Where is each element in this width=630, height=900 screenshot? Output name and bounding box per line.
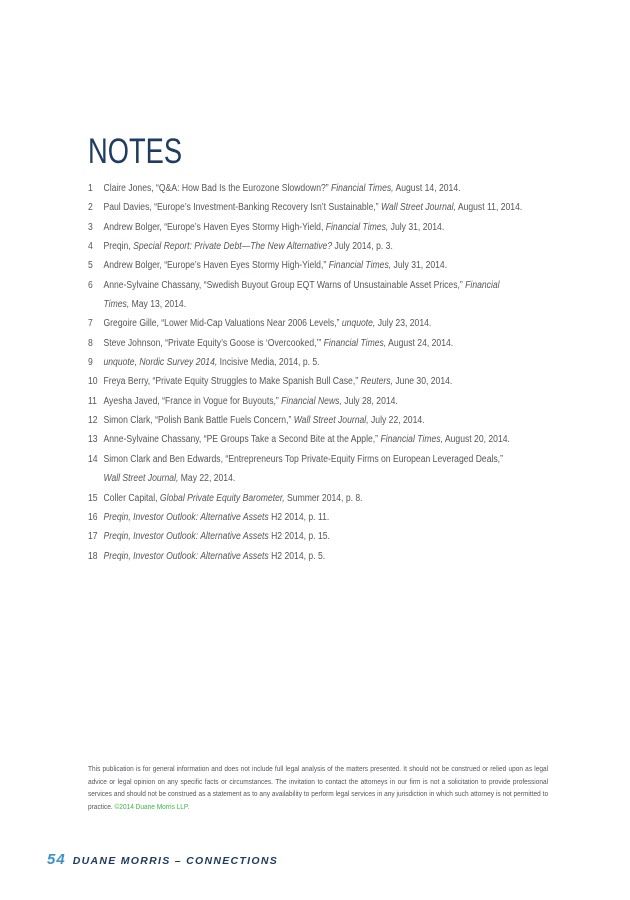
note-segment: Anne-Sylvaine Chassany, “Swedish Buyout Group EQT Warns of Unsustainable Asset Prices,” xyxy=(103,279,466,291)
note-item xyxy=(88,198,552,217)
note-number: 4 xyxy=(88,241,93,253)
note-segment-italic: Wall Street Journal, xyxy=(293,415,369,427)
page-title: NOTES xyxy=(88,132,183,171)
note-text xyxy=(103,489,552,508)
publication-title: DUANE MORRIS – CONNECTIONS xyxy=(72,855,278,867)
note-segment: July 28, 2014. xyxy=(341,395,398,407)
note-line xyxy=(103,295,552,314)
note-number: 7 xyxy=(88,318,93,330)
note-segment-italic: Financial Times, xyxy=(325,221,389,233)
note-segment-italic: Preqin, Investor Outlook: Alternative Assets xyxy=(103,531,269,543)
note-segment-italic: Financial Times, xyxy=(331,183,394,194)
note-segment-italic: Financial News, xyxy=(281,395,342,407)
note-number: 12 xyxy=(88,415,98,427)
note-item xyxy=(88,547,552,566)
note-segment-italic: Preqin, Investor Outlook: Alternative Assets xyxy=(103,550,269,562)
note-segment: August 11, 2014. xyxy=(455,202,523,214)
note-item xyxy=(88,353,552,372)
notes-list xyxy=(88,179,552,566)
note-number: 2 xyxy=(88,202,93,214)
note-segment-italic: Financial xyxy=(465,279,500,291)
note-text xyxy=(103,411,552,430)
note-segment: June 30, 2014. xyxy=(392,376,453,388)
note-number: 16 xyxy=(88,511,98,523)
note-line xyxy=(103,430,552,449)
note-line xyxy=(103,353,552,372)
note-segment: Paul Davies, “Europe’s Investment-Banking Recovery Isn’t Sustainable,” xyxy=(103,202,382,214)
note-line xyxy=(103,450,552,469)
note-number: 1 xyxy=(88,183,93,194)
note-segment-italic: Financial Times, xyxy=(328,260,392,272)
note-segment-italic: Reuters, xyxy=(360,376,393,388)
note-segment: Preqin, xyxy=(103,241,134,253)
note-text xyxy=(103,547,552,566)
note-segment: Summer 2014, p. 8. xyxy=(284,492,363,504)
note-segment: Steve Johnson, “Private Equity’s Goose is ‘Overcooked,’” xyxy=(103,337,324,349)
note-segment: July 23, 2014. xyxy=(375,318,432,330)
note-number: 6 xyxy=(88,279,93,291)
note-number: 10 xyxy=(88,376,98,388)
note-text xyxy=(103,430,552,449)
note-segment: July 31, 2014. xyxy=(391,260,448,272)
note-item xyxy=(88,276,552,315)
note-text xyxy=(103,450,552,489)
note-segment-italic: unquote, xyxy=(341,318,376,330)
note-segment: Gregoire Gille, “Lower Mid-Cap Valuations Near 2006 Levels,” xyxy=(103,318,342,330)
note-item xyxy=(88,256,552,275)
note-text xyxy=(103,237,552,256)
note-number: 9 xyxy=(88,357,93,369)
note-text xyxy=(103,276,552,315)
note-item xyxy=(88,430,552,449)
note-line xyxy=(103,334,552,353)
note-number: 8 xyxy=(88,337,93,349)
note-item xyxy=(88,334,552,353)
note-segment: Ayesha Javed, “France in Vogue for Buyouts,” xyxy=(103,395,282,407)
disclaimer-text: This publication is for general information and does not include full legal analysis of the matters presented. It should not be construed or relied upon as legal advice or legal opinion on any specific facts or circumstances. The invitation to contact the attorneys in our firm is not a solicitation to provide professional services and should not be construed as a statement as to any availability to perform legal services in any jurisdiction in which such attorney is not permitted to practice. xyxy=(88,764,549,811)
note-number: 17 xyxy=(88,531,98,543)
note-segment: August 24, 2014. xyxy=(386,337,454,349)
note-text xyxy=(103,334,552,353)
note-item xyxy=(88,527,552,546)
note-segment-italic: Preqin, Investor Outlook: Alternative Assets xyxy=(103,511,269,523)
note-segment-italic: Global Private Equity Barometer, xyxy=(159,492,285,504)
note-segment: Anne-Sylvaine Chassany, “PE Groups Take a Second Bite at the Apple,” xyxy=(103,434,381,446)
note-segment: Simon Clark, “Polish Bank Battle Fuels Concern,” xyxy=(103,415,294,427)
page-number: 54 xyxy=(47,851,66,868)
note-segment-italic: Financial Times, xyxy=(323,337,387,349)
note-number: 18 xyxy=(88,550,98,562)
note-item xyxy=(88,450,552,489)
copyright-notice: ©2014 Duane Morris LLP. xyxy=(114,801,190,811)
note-line xyxy=(103,276,552,295)
legal-disclaimer xyxy=(88,763,548,813)
note-item xyxy=(88,508,552,527)
note-item xyxy=(88,372,552,391)
note-text xyxy=(103,353,552,372)
note-line xyxy=(103,489,552,508)
note-segment: Claire Jones, “Q&A: How Bad Is the Eurozone Slowdown?” xyxy=(103,183,332,194)
note-number: 13 xyxy=(88,434,98,446)
note-segment: Simon Clark and Ben Edwards, “Entrepreneurs Top Private-Equity Firms on European Leveraged Deals,” xyxy=(103,453,503,465)
note-segment: May 22, 2014. xyxy=(178,473,236,485)
note-segment: August 14, 2014. xyxy=(393,183,461,194)
note-segment: Andrew Bolger, “Europe’s Haven Eyes Stormy High-Yield,” xyxy=(103,260,329,272)
note-text xyxy=(103,372,552,391)
note-number: 3 xyxy=(88,221,93,233)
note-item xyxy=(88,218,552,237)
note-segment: H2 2014, p. 11. xyxy=(268,511,330,523)
note-item xyxy=(88,411,552,430)
note-segment: Incisive Media, 2014, p. 5. xyxy=(217,357,320,369)
note-segment: Coller Capital, xyxy=(103,492,160,504)
note-line xyxy=(103,218,552,237)
page-footer xyxy=(47,851,278,868)
note-line xyxy=(103,547,552,566)
note-line xyxy=(103,469,552,488)
note-segment-italic: unquote, Nordic Survey 2014, xyxy=(103,357,218,369)
note-line xyxy=(103,411,552,430)
note-number: 5 xyxy=(88,260,93,272)
note-text xyxy=(103,256,552,275)
note-line xyxy=(103,256,552,275)
note-line xyxy=(103,372,552,391)
note-segment: H2 2014, p. 15. xyxy=(268,531,330,543)
note-line xyxy=(103,527,552,546)
note-segment: August 20, 2014. xyxy=(442,434,510,446)
note-segment: July 31, 2014. xyxy=(388,221,445,233)
note-line xyxy=(103,392,552,411)
note-text xyxy=(103,392,552,411)
note-item xyxy=(88,489,552,508)
note-text xyxy=(103,527,552,546)
note-text xyxy=(103,508,552,527)
note-segment: July 2014, p. 3. xyxy=(332,241,393,253)
note-segment-italic: Times, xyxy=(103,299,130,311)
note-text xyxy=(103,179,552,198)
note-segment: May 13, 2014. xyxy=(129,299,187,311)
note-segment: H2 2014, p. 5. xyxy=(268,550,326,562)
note-item xyxy=(88,314,552,333)
note-line xyxy=(103,198,552,217)
note-segment-italic: Wall Street Journal, xyxy=(381,202,456,214)
note-line xyxy=(103,237,552,256)
note-number: 11 xyxy=(88,395,97,407)
note-segment-italic: Wall Street Journal, xyxy=(103,473,179,485)
note-line xyxy=(103,508,552,527)
note-item xyxy=(88,237,552,256)
note-number: 15 xyxy=(88,492,98,504)
note-line xyxy=(103,179,552,198)
note-segment: Andrew Bolger, “Europe’s Haven Eyes Stormy High-Yield, xyxy=(103,221,326,233)
note-segment-italic: Financial Times, xyxy=(380,434,443,446)
note-text xyxy=(103,314,552,333)
note-segment: Freya Berry, “Private Equity Struggles to Make Spanish Bull Case,” xyxy=(103,376,361,388)
note-item xyxy=(88,392,552,411)
note-text xyxy=(103,198,552,217)
note-line xyxy=(103,314,552,333)
note-text xyxy=(103,218,552,237)
note-item xyxy=(88,179,552,198)
note-segment: July 22, 2014. xyxy=(368,415,425,427)
note-segment-italic: Special Report: Private Debt—The New Alternative? xyxy=(133,241,333,253)
note-number: 14 xyxy=(88,453,98,465)
